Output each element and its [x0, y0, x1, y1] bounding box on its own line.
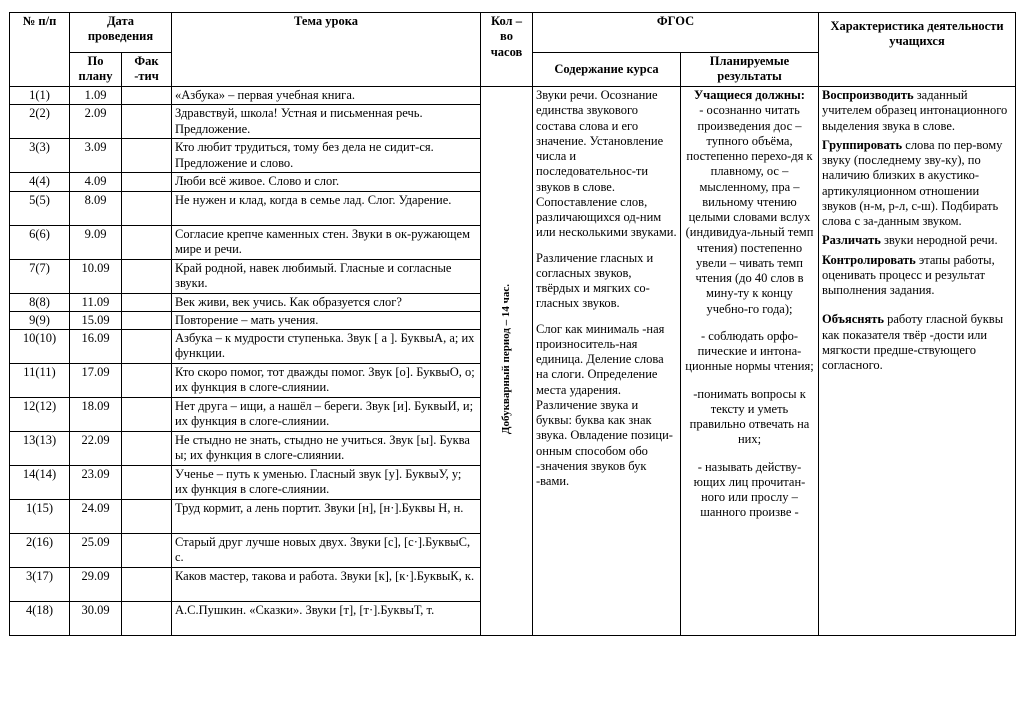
- lesson-number: 1(1): [10, 87, 70, 105]
- lesson-topic: Век живи, век учись. Как образуется слог?: [172, 293, 481, 311]
- date-fact: [122, 259, 172, 293]
- lesson-number: 14(14): [10, 466, 70, 500]
- lesson-topic: Люби всё живое. Слово и слог.: [172, 173, 481, 191]
- content-paragraph: Звуки речи. Осознание единства звукового состава слова и его значение. Установление числа и последовательнос-ти звуков в слове. Сопоставление слов, различающихся од-ним или несколькими звуками.: [536, 88, 677, 240]
- activity-keyword: Различать: [822, 233, 881, 248]
- date-fact: [122, 225, 172, 259]
- activity-keyword: Воспроизводить: [822, 88, 914, 102]
- course-content: [533, 87, 681, 636]
- lesson-topic: Согласие крепче каменных стен. Звуки в ок-ружающем мире и речи.: [172, 225, 481, 259]
- results-paragraph: - называть действу-ющих лиц прочитан-ного или прослу – шанного произве -: [693, 459, 806, 520]
- lesson-number: 3(17): [10, 568, 70, 602]
- date-plan: 25.09: [70, 534, 122, 568]
- lesson-number: 9(9): [10, 311, 70, 329]
- header-content: Содержание курса: [533, 53, 681, 87]
- date-fact: [122, 311, 172, 329]
- lesson-number: 2(16): [10, 534, 70, 568]
- lesson-number: 13(13): [10, 432, 70, 466]
- header-date-plan: По плану: [70, 53, 122, 87]
- lesson-number: 8(8): [10, 293, 70, 311]
- header-hours: Кол – во часов: [481, 13, 533, 87]
- results-paragraph: -понимать вопросы к тексту и уметь правильно отвечать на них;: [689, 386, 810, 447]
- date-fact: [122, 87, 172, 105]
- lesson-number: 7(7): [10, 259, 70, 293]
- activity-text: работу гласной буквы как показателя твёр -дости или мягкости предше-ствующего согласного.: [822, 312, 1004, 372]
- content-paragraph: Различение гласных и согласных звуков, твёрдых и мягких со-гласных звуков.: [536, 250, 654, 311]
- lesson-topic: Не стыдно не знать, стыдно не учиться. Звук [ы]. Буква ы; их функция в слоге-слиянии.: [172, 432, 481, 466]
- hours-cell: [481, 87, 533, 636]
- planned-results: [681, 87, 819, 636]
- date-fact: [122, 534, 172, 568]
- date-plan: 4.09: [70, 173, 122, 191]
- date-plan: 18.09: [70, 398, 122, 432]
- lesson-topic: Азбука – к мудрости ступенька. Звук [ а ]. БуквыА, а; их функции.: [172, 330, 481, 364]
- lesson-topic: Край родной, навек любимый. Гласные и согласные звуки.: [172, 259, 481, 293]
- header-results: Планируемые результаты: [681, 53, 819, 87]
- lesson-topic: Труд кормит, а лень портит. Звуки [н], [н·].Буквы Н, н.: [172, 500, 481, 534]
- date-fact: [122, 500, 172, 534]
- activity-item: [822, 312, 1012, 373]
- date-fact: [122, 466, 172, 500]
- date-fact: [122, 568, 172, 602]
- lesson-topic: Здравствуй, школа! Устная и письменная речь. Предложение.: [172, 105, 481, 139]
- content-paragraph: Слог как минималь -ная произноситель-ная единица. Деление слова на слоги. Определение места ударения. Различение звука и буквы: буква как знак звука. Овладение позици-онным способом обо -значения звуков бук -вами.: [536, 321, 673, 488]
- results-paragraph: - соблюдать орфо-пические и интона-ционные нормы чтения;: [685, 328, 814, 374]
- table-row: [10, 87, 1016, 105]
- date-plan: 30.09: [70, 602, 122, 636]
- lesson-topic: Не нужен и клад, когда в семье лад. Слог. Ударение.: [172, 191, 481, 225]
- lesson-topic: Ученье – путь к уменью. Гласный звук [у]. БуквыУ, у; их функция в слоге-слиянии.: [172, 466, 481, 500]
- activity-keyword: Объяснять: [822, 312, 884, 327]
- lesson-number: 11(11): [10, 364, 70, 398]
- activity-keyword: Контролировать: [822, 252, 916, 267]
- lesson-number: 12(12): [10, 398, 70, 432]
- date-fact: [122, 364, 172, 398]
- date-fact: [122, 191, 172, 225]
- date-plan: 29.09: [70, 568, 122, 602]
- date-plan: 10.09: [70, 259, 122, 293]
- date-plan: 3.09: [70, 139, 122, 173]
- lesson-topic: «Азбука» – первая учебная книга.: [172, 87, 481, 105]
- lesson-number: 6(6): [10, 225, 70, 259]
- lesson-topic: Кто скоро помог, тот дважды помог. Звук [о]. БуквыО, о; их функция в слоге-слиянии.: [172, 364, 481, 398]
- date-plan: 16.09: [70, 330, 122, 364]
- lesson-topic: Каков мастер, такова и работа. Звуки [к], [к·].БуквыК, к.: [172, 568, 481, 602]
- header-date: Дата проведения: [70, 13, 172, 53]
- lesson-plan-table: [9, 12, 1016, 636]
- activity-text: слова по пер-вому звуку (последнему зву-ку), по наличию близких в акустико-артикуляционном отношении звуков (н-м, р-л, с-ш). Подбирать слова с за-данным звуком.: [822, 137, 1003, 228]
- activity-item: [822, 88, 1012, 134]
- activity-text: этапы работы, оценивать процесс и результат выполнения задания.: [822, 252, 995, 297]
- lesson-number: 10(10): [10, 330, 70, 364]
- activity-item: [822, 233, 1012, 248]
- date-plan: 22.09: [70, 432, 122, 466]
- date-plan: 8.09: [70, 191, 122, 225]
- date-fact: [122, 293, 172, 311]
- lesson-topic: Кто любит трудиться, тому без дела не сидит-ся. Предложение и слово.: [172, 139, 481, 173]
- student-activity: [819, 87, 1016, 636]
- lesson-number: 4(4): [10, 173, 70, 191]
- lesson-topic: Нет друга – ищи, а нашёл – береги. Звук [и]. БуквыИ, и; их функция в слоге-слиянии.: [172, 398, 481, 432]
- lesson-topic: Повторение – мать учения.: [172, 311, 481, 329]
- date-fact: [122, 330, 172, 364]
- results-paragraph: - осознанно читать произведения дос – тупного объёма, постепенно перехо-дя к плавному, ос – мысленному, пра – вильному чтению целыми словами вслух (индивидуа-льный темп чтения) постепенно увели – чивать темп чтения (до 40 слов в мину-ту к концу учебно-го года);: [685, 103, 814, 316]
- date-fact: [122, 398, 172, 432]
- lesson-topic: А.С.Пушкин. «Сказки». Звуки [т], [т·].БуквыТ, т.: [172, 602, 481, 636]
- date-plan: 9.09: [70, 225, 122, 259]
- activity-item: [822, 138, 1012, 230]
- date-fact: [122, 139, 172, 173]
- date-plan: 2.09: [70, 105, 122, 139]
- lesson-number: 4(18): [10, 602, 70, 636]
- activity-keyword: Группировать: [822, 137, 903, 152]
- date-plan: 24.09: [70, 500, 122, 534]
- lesson-number: 2(2): [10, 105, 70, 139]
- lesson-number: 5(5): [10, 191, 70, 225]
- activity-text: заданный учителем образец интонационного выделения звука в слове.: [822, 88, 1008, 133]
- lesson-number: 3(3): [10, 139, 70, 173]
- activity-item: [822, 253, 1012, 299]
- period-label: Добукварный период – 14 час.: [499, 283, 512, 434]
- date-fact: [122, 105, 172, 139]
- date-fact: [122, 173, 172, 191]
- date-plan: 11.09: [70, 293, 122, 311]
- results-heading: Учащиеся должны:: [694, 88, 805, 102]
- date-plan: 17.09: [70, 364, 122, 398]
- date-plan: 15.09: [70, 311, 122, 329]
- lesson-rows: [10, 87, 1016, 636]
- date-plan: 1.09: [70, 87, 122, 105]
- header-fgos: ФГОС: [533, 13, 819, 53]
- date-fact: [122, 432, 172, 466]
- date-plan: 23.09: [70, 466, 122, 500]
- header-activity: Характеристика деятельности учащихся: [819, 13, 1016, 87]
- header-date-fact: Фак -тич: [122, 53, 172, 87]
- date-fact: [122, 602, 172, 636]
- lesson-number: 1(15): [10, 500, 70, 534]
- lesson-topic: Старый друг лучше новых двух. Звуки [с], [с·].БуквыС, с.: [172, 534, 481, 568]
- header-topic: Тема урока: [172, 13, 481, 87]
- activity-text: звуки неродной речи.: [880, 233, 998, 248]
- header-num: № п/п: [10, 13, 70, 87]
